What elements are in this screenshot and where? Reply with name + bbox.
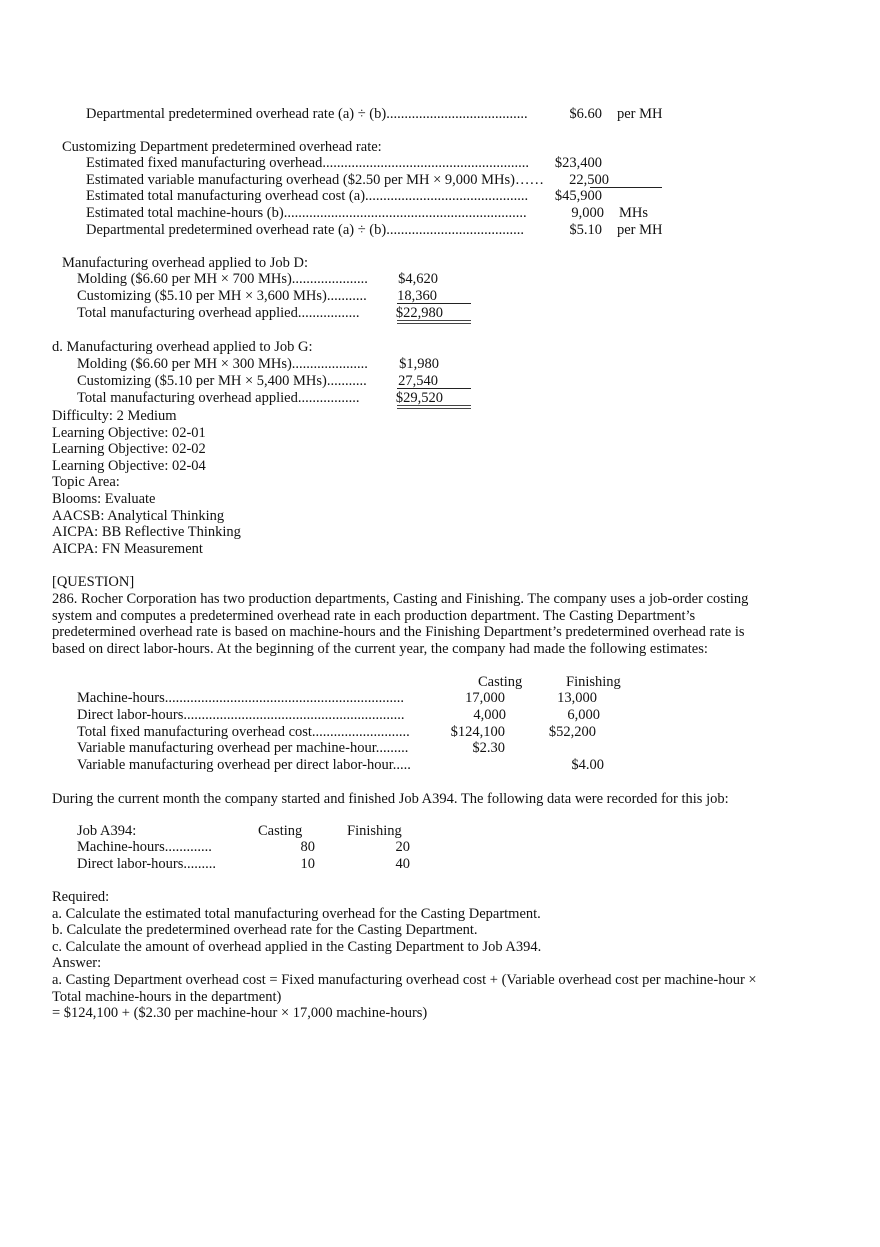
job-g-total-value: $29,520 — [395, 390, 443, 406]
required-item: b. Calculate the predetermined overhead rate for the Casting Department. — [52, 922, 478, 938]
job-a394-finishing-value: 40 — [395, 856, 410, 872]
molding-rate-unit: per MH — [617, 106, 663, 122]
question-tag: [QUESTION] — [52, 574, 135, 590]
required-item: a. Calculate the estimated total manufacturing overhead for the Casting Department. — [52, 906, 541, 922]
estimates-finishing-value: $4.00 — [571, 757, 604, 773]
estimates-finishing-value: $52,200 — [548, 724, 596, 740]
aacsb: AACSB: Analytical Thinking — [52, 508, 225, 524]
job-a394-row-label: Direct labor-hours......... — [77, 856, 217, 872]
customizing-row-value: $45,900 — [554, 188, 602, 204]
customizing-row-label: Estimated total machine-hours (b)................................................................... — [86, 205, 527, 221]
molding-rate-value: $6.60 — [569, 106, 602, 122]
job-g-row-label: Customizing ($5.10 per MH × 5,400 MHs)........... — [77, 373, 367, 389]
job-g-row-value: 27,540 — [398, 373, 438, 389]
job-a394-row-label: Machine-hours............. — [77, 839, 212, 855]
job-d-total-label: Total manufacturing overhead applied................. — [77, 305, 360, 321]
estimates-row-label: Variable manufacturing overhead per machine-hour......... — [77, 740, 409, 756]
job-a394-finishing-value: 20 — [395, 839, 410, 855]
customizing-row-label: Estimated variable manufacturing overhead ($2.50 per MH × 9,000 MHs)…… — [86, 172, 544, 188]
customizing-row-value: 22,500 — [569, 172, 609, 188]
customizing-row-unit: MHs — [619, 205, 649, 221]
customizing-row-value: $5.10 — [569, 222, 602, 238]
customizing-row-label: Estimated total manufacturing overhead cost (a)............................................. — [86, 188, 529, 204]
job-g-total-label: Total manufacturing overhead applied................. — [77, 390, 360, 406]
customizing-row-label: Estimated fixed manufacturing overhead......................................................... — [86, 155, 529, 171]
job-d-row-value: 18,360 — [397, 288, 437, 304]
total-double-underline — [397, 320, 471, 324]
molding-rate-label: Departmental predetermined overhead rate (a) ÷ (b)....................................... — [86, 106, 528, 122]
question-text: 286. Rocher Corporation has two production departments, Casting and Finishing. The company uses a job-order costing system and computes a predetermined overhead rate in each production department. The Casting Department’s predetermined overhead rate is based on machine-hours and the Finishing Department’s predetermined overhead rate is based on direct labor-hours. At the beginning of the current year, the company had made the following estimates: — [52, 591, 749, 657]
job-g-row-value: $1,980 — [399, 356, 439, 372]
job-a394-title: Job A394: — [77, 823, 137, 839]
job-d-row-label: Customizing ($5.10 per MH × 3,600 MHs)........... — [77, 288, 367, 304]
estimates-casting-value: 4,000 — [473, 707, 506, 723]
job-intro: During the current month the company started and finished Job A394. The following data were recorded for this job: — [52, 791, 729, 807]
difficulty: Difficulty: 2 Medium — [52, 408, 177, 424]
answer-line-2: = $124,100 + ($2.30 per machine-hour × 17,000 machine-hours) — [52, 1005, 428, 1021]
customizing-row-value: $23,400 — [554, 155, 602, 171]
estimates-row-label: Total fixed manufacturing overhead cost........................... — [77, 724, 410, 740]
subtotal-underline — [397, 303, 471, 304]
blooms: Blooms: Evaluate — [52, 491, 156, 507]
learning-objective: Learning Objective: 02-01 — [52, 425, 206, 441]
answer-line-1: a. Casting Department overhead cost = Fixed manufacturing overhead cost + (Variable overhead cost per machine-hour × Total machine-hours in the department) — [52, 972, 757, 1005]
estimates-row-label: Direct labor-hours............................................................. — [77, 707, 405, 723]
required-heading: Required: — [52, 889, 110, 905]
job-g-row-label: Molding ($6.60 per MH × 300 MHs)..................... — [77, 356, 368, 372]
estimates-finishing-value: 13,000 — [557, 690, 597, 706]
job-a394-casting-value: 10 — [300, 856, 315, 872]
estimates-row-label: Variable manufacturing overhead per direct labor-hour..... — [77, 757, 411, 773]
estimates-finishing-value: 6,000 — [567, 707, 600, 723]
learning-objective: Learning Objective: 02-02 — [52, 441, 206, 457]
subtotal-underline — [397, 388, 471, 389]
required-item: c. Calculate the amount of overhead applied in the Casting Department to Job A394. — [52, 939, 542, 955]
topic-area: Topic Area: — [52, 474, 120, 490]
estimates-casting-value: $2.30 — [472, 740, 505, 756]
estimates-col-header-finishing: Finishing — [566, 674, 621, 690]
job-a394-col-header-finishing: Finishing — [347, 823, 402, 839]
job-d-row-label: Molding ($6.60 per MH × 700 MHs)..................... — [77, 271, 368, 287]
estimates-casting-value: $124,100 — [450, 724, 505, 740]
learning-objective: Learning Objective: 02-04 — [52, 458, 206, 474]
customizing-row-label: Departmental predetermined overhead rate (a) ÷ (b)...................................... — [86, 222, 524, 238]
job-a394-col-header-casting: Casting — [258, 823, 303, 839]
aicpa: AICPA: BB Reflective Thinking — [52, 524, 241, 540]
customizing-row-unit: per MH — [617, 222, 663, 238]
job-a394-casting-value: 80 — [300, 839, 315, 855]
aicpa: AICPA: FN Measurement — [52, 541, 203, 557]
customizing-heading: Customizing Department predetermined overhead rate: — [62, 139, 382, 155]
estimates-casting-value: 17,000 — [465, 690, 505, 706]
job-g-heading: d. Manufacturing overhead applied to Job G: — [52, 339, 313, 355]
estimates-row-label: Machine-hours.................................................................. — [77, 690, 405, 706]
job-d-row-value: $4,620 — [398, 271, 438, 287]
job-d-total-value: $22,980 — [395, 305, 443, 321]
job-d-heading: Manufacturing overhead applied to Job D: — [62, 255, 309, 271]
total-double-underline — [397, 405, 471, 409]
answer-heading: Answer: — [52, 955, 102, 971]
estimates-col-header-casting: Casting — [478, 674, 523, 690]
customizing-row-value: 9,000 — [571, 205, 604, 221]
